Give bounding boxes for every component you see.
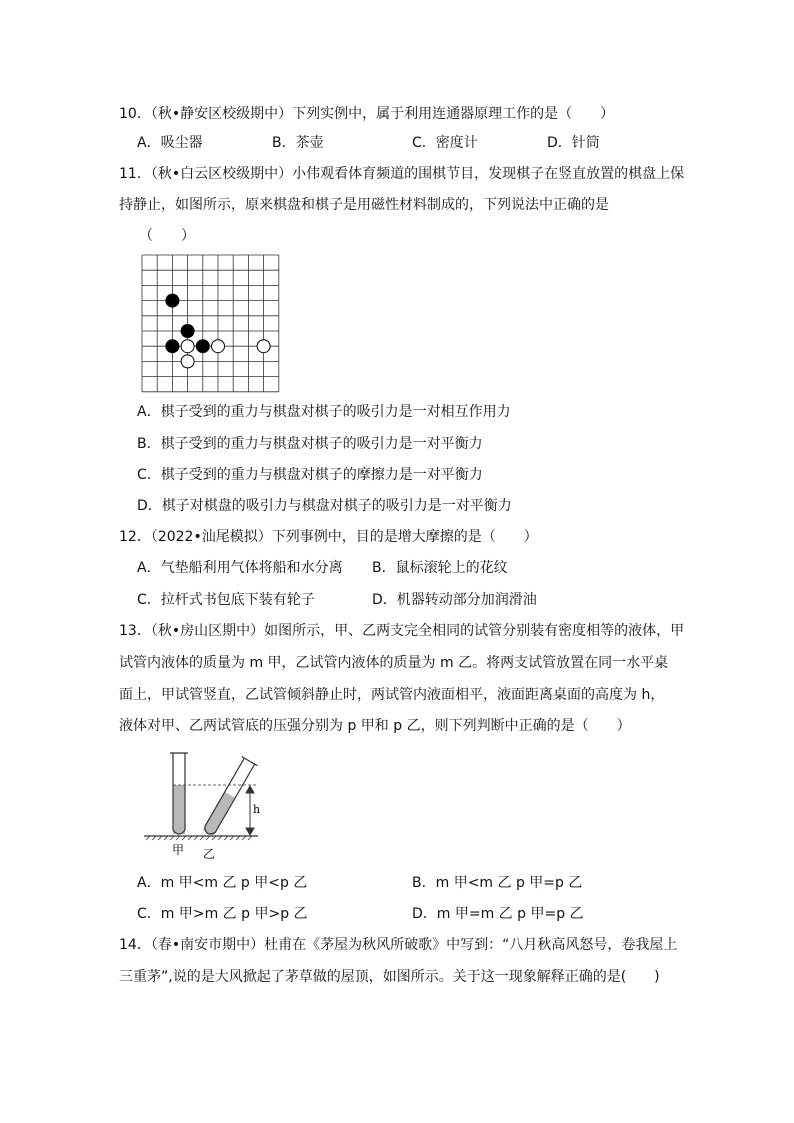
q13-stem-line-2: 试管内液体的质量为 m 甲，乙试管内液体的质量为 m 乙。将两支试管放置在同一水平桌 [119, 655, 669, 671]
q14-stem-line-1: 14．（春•南安市期中）杜甫在《茅屋为秋风所破歌》中写到：“八月秋高风怒号，卷我屋上 [119, 937, 678, 953]
black-stone [166, 294, 179, 307]
label-h: h [253, 803, 261, 816]
q12-option-d: D．机器转动部分加润滑油 [372, 592, 537, 608]
q13-stem-line-3: 面上，甲试管竖直，乙试管倾斜静止时，两试管内液面相平，液面距离桌面的高度为 h， [119, 687, 665, 703]
black-stone [181, 325, 194, 338]
tube-yi [200, 757, 257, 838]
white-stone [257, 340, 270, 353]
q13-stem-line-4: 液体对甲、乙两试管底的压强分别为 p 甲和 p 乙，则下列判断中正确的是（ ） [119, 718, 631, 734]
q11-stem-line-1: 11．（秋•白云区校级期中）小伟观看体育频道的围棋节目，发现棋子在竖直放置的棋盘上保 [119, 166, 685, 182]
black-stone [166, 340, 179, 353]
q11-stem-line-2: 持静止，如图所示，原来棋盘和棋子是用磁性材料制成的，下列说法中正确的是 [119, 197, 609, 213]
q10-option-a: A．吸尘器 [137, 135, 203, 151]
q10-stem: 10．（秋•静安区校级期中）下列实例中，属于利用连通器原理工作的是（ ） [119, 106, 615, 122]
go-board-grid [142, 255, 279, 392]
white-stone [181, 340, 194, 353]
q13-option-b: B．m 甲<m 乙 p 甲=p 乙 [412, 875, 583, 891]
q14-stem-line-2: 三重茅”,说的是大风掀起了茅草做的屋顶，如图所示。关于这一现象解释正确的是( ) [119, 969, 660, 985]
q13-stem-line-1: 13．（秋•房山区期中）如图所示，甲、乙两支完全相同的试管分别装有密度相等的液体，甲 [119, 623, 685, 639]
q11-option-d: D．棋子对棋盘的吸引力与棋盘对棋子的吸引力是一对平衡力 [137, 498, 512, 514]
q12-option-a: A．气垫船利用气体将船和水分离 [137, 560, 343, 576]
q10-option-d: D．针筒 [547, 135, 600, 151]
label-yi: 乙 [203, 847, 216, 860]
black-stone [196, 340, 209, 353]
q12-option-c: C．拉杆式书包底下装有轮子 [137, 592, 315, 608]
q10-option-c: C．密度计 [412, 135, 478, 151]
q11-option-a: A．棋子受到的重力与棋盘对棋子的吸引力是一对相互作用力 [137, 404, 511, 420]
q13-option-a: A．m 甲<m 乙 p 甲<p 乙 [137, 875, 308, 891]
q13-option-d: D．m 甲=m 乙 p 甲=p 乙 [412, 906, 584, 922]
label-jia: 甲 [172, 843, 185, 857]
q10-option-b: B．茶壶 [272, 135, 324, 151]
table-surface [144, 836, 258, 840]
q11-stem-line-3: （ ） [139, 228, 195, 244]
go-board-figure [141, 254, 283, 396]
q13-option-c: C．m 甲>m 乙 p 甲>p 乙 [137, 906, 308, 922]
tube-jia [170, 753, 188, 834]
q12-option-b: B．鼠标滚轮上的花纹 [372, 560, 508, 576]
q11-option-b: B．棋子受到的重力与棋盘对棋子的吸引力是一对平衡力 [137, 436, 483, 452]
q12-stem: 12．（2022•汕尾模拟）下列事例中，目的是增大摩擦的是（ ） [119, 529, 538, 545]
white-stone [181, 355, 194, 368]
q11-option-c: C．棋子受到的重力与棋盘对棋子的摩擦力是一对平衡力 [137, 467, 483, 483]
test-tubes-figure [140, 748, 290, 860]
white-stone [212, 340, 225, 353]
